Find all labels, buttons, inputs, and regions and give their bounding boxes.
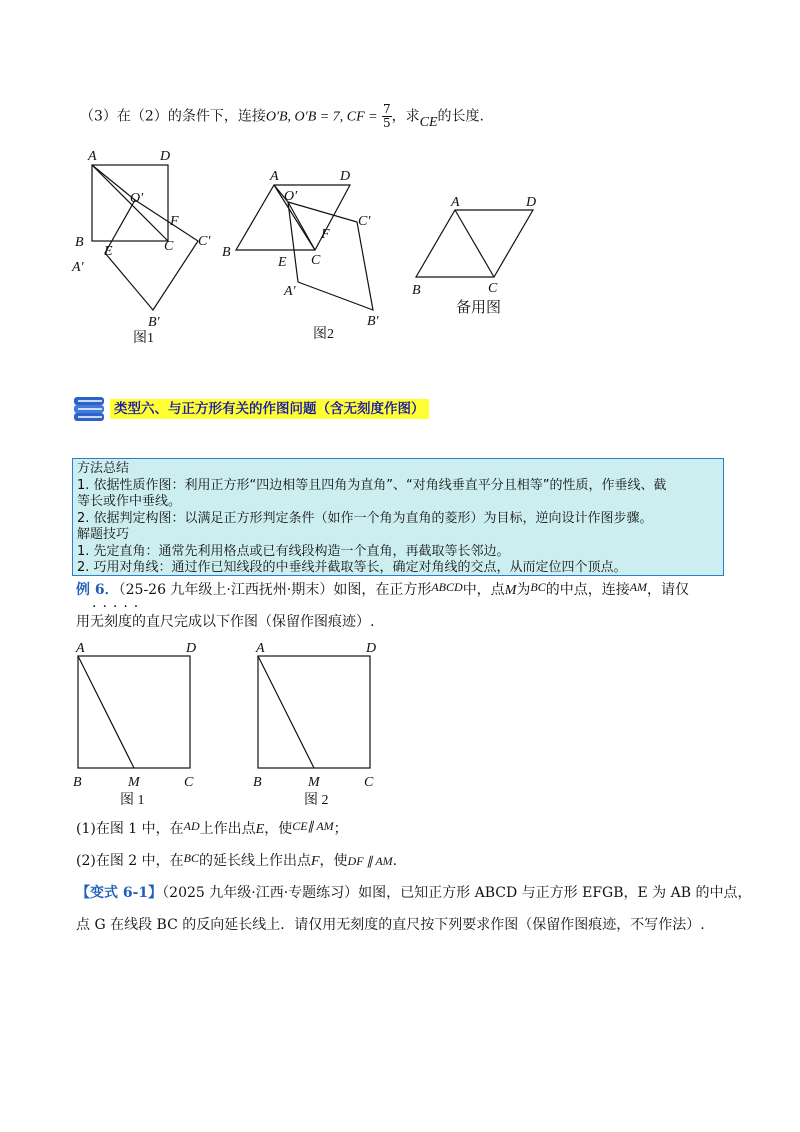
example-6-line1: 例 6．（25-26 九年级上·江西抚州·期末）如图，在正方形ABCD中，点M为BC的中点，连接AM，请仅 [76,580,690,598]
fig1-label-C-prime: C′ [198,234,211,249]
example-figure-2 [253,641,376,808]
summary-line: 1. 依据性质作图：利用正方形“四边相等且四角为直角”、“对角线垂直平分且相等”的性质，作垂线、截 [77,477,667,493]
tips-line: 2. 巧用对角线：通过作已知线段的中垂线并截取等长，确定对角线的交点，从而定位四个顶点。 [77,560,627,575]
figure-3-spare [412,195,536,316]
fig2-label-F: F [321,227,330,242]
part3-prefix: （3）在（2）的条件下，连接 [80,108,266,125]
example-label: 例 6． [76,582,119,598]
fig2-label-A: A [270,169,279,184]
fig2-label-E: E [278,255,287,270]
fraction: $\frac{7}{5}$ [383,102,391,130]
fig2-label-D: D [340,169,351,184]
svg-text:M: M [128,775,140,790]
figure-1-top [71,149,211,346]
fig3-label-C: C [488,281,498,296]
section-banner [72,393,472,425]
summary-line: 2. 依据判定构图：以满足正方形判定条件（如作一个角为直角的菱形）为目标，逆向设计作图步骤。 [77,510,653,526]
fig1-label-B: B [75,235,84,250]
fig2-label-B: B [222,245,231,260]
fig1-label-C: C [164,239,174,254]
svg-text:D: D [366,641,377,656]
part3-after-frac: ，求 [391,108,420,125]
summary-heading: 方法总结 [77,461,130,476]
example-figure-1 [73,641,196,808]
svg-text:A: A [76,641,85,656]
svg-text:C: C [184,775,194,790]
fig2-label-B-prime: B′ [367,314,379,329]
fig1-label-A-prime: A′ [72,260,84,275]
fig1-label-O: O′ [130,191,144,206]
fig2-label-C-prime: C′ [358,214,371,229]
section-title: 类型六、与正方形有关的作图问题（含无刻度作图） [110,399,429,419]
svg-text:B: B [253,775,262,790]
fig2-label-A-prime: A′ [284,284,296,299]
summary-line: 等长或作中垂线。 [77,494,182,509]
fig1-label-B-prime: B′ [148,315,160,330]
fig2-label-O: O′ [284,189,298,204]
fig1-label-D: D [160,149,171,164]
fig3-label-D: D [526,195,537,210]
tips-heading: 解题技巧 [77,527,130,542]
question-2: (2)在图 2 中，在BC的延长线上作出点F，使DF ∥ AM. [76,851,398,869]
fig1-label-E: E [104,244,113,259]
part3-question [80,103,484,130]
emphasis-dots: ..... [92,595,145,611]
books-icon [72,394,108,424]
method-summary-box [72,458,724,576]
part3-target: CE [419,114,438,130]
top-figures [60,140,580,350]
fig3-label-B: B [412,283,421,298]
fig1-caption: 图1 [133,331,154,346]
fig3-label-A: A [451,195,460,210]
svg-text:B: B [73,775,82,790]
part3-suffix: 的长度. [437,108,484,125]
fig2-caption: 图2 [313,327,334,342]
svg-text:M: M [308,775,320,790]
example-fig2-caption: 图 2 [304,793,329,808]
svg-text:C: C [364,775,374,790]
example-figures [60,638,420,818]
example-fig1-caption: 图 1 [120,793,145,808]
fig3-caption: 备用图 [456,300,502,316]
fig1-label-F: F [170,214,179,229]
svg-text:A: A [256,641,265,656]
question-1: (1)在图 1 中，在AD上作出点E，使CE∥ AM； [76,819,348,837]
tips-line: 1. 先定直角：通常先利用格点或已有线段构造一个直角，再截取等长邻边。 [77,543,510,559]
variant-line2: 点 G 在线段 BC 的反向延长线上．请仅用无刻度的直尺按下列要求作图（保留作图痕迹，不写作法）. [76,917,705,933]
part3-math: O′B, O′B = 7, CF = [265,109,378,125]
svg-text:D: D [186,641,197,656]
fig2-label-C: C [311,253,321,268]
variant-tag: 【变式 6-1】 [76,885,163,901]
example-6-line2: 用无刻度的直尺完成以下作图（保留作图痕迹）. [76,614,375,630]
variant-line1: 【变式 6-1】（2025 九年级·江西·专题练习）如图，已知正方形 ABCD 与正方形 EFGB，E 为 AB 的中点， [76,885,752,901]
figure-2-top [222,169,380,342]
fig1-label-A: A [88,149,97,164]
